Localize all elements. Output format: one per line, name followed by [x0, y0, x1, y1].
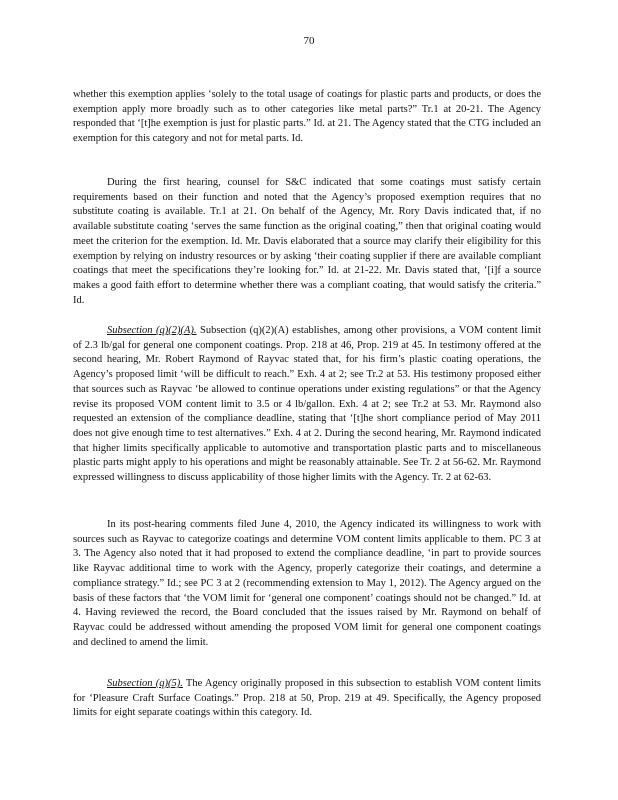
- subsection-heading: Subsection (q)(5).: [107, 678, 183, 689]
- paragraph-text: [73, 677, 541, 721]
- paragraph-subsection-q2a: [73, 324, 541, 486]
- paragraph-text: During the first hearing, counsel for S&C indicated that some coatings must satisfy certain requirements based on their function and noted that the Agency’s proposed exemption requires that no substitute coating is available. Tr.1 at 21. On behalf of the Agency, Mr. Rory Davis indicated that, if no available substitute coating ‘serves the same function as the original coating,” then that original coating would meet the criterion for the exemption. Id. Mr. Davis elaborated that a source may clarify their eligibility for this exemption by relying on industry resources or by asking ‘their coating supplier if there are available compliant coatings that meet the specifications they’re looking for.” Id. at 21-22. Mr. Davis stated that, ‘[i]f a source makes a good faith effort to determine whether there was a compliant coating, that would satisfy the criteria.” Id.: [73, 177, 541, 306]
- paragraph-exemption-scope: [73, 88, 541, 147]
- paragraph-first-hearing: [73, 176, 541, 308]
- subsection-heading: Subsection (q)(2)(A).: [107, 325, 197, 336]
- paragraph-text: whether this exemption applies ‘solely to the total usage of coatings for plastic parts and products, or does the exemption apply more broadly such as to other categories like metal parts?” Tr.1 at 20-21. The Agency responded that ‘[t]he exemption is just for plastic parts.” Id. at 21. The Agency stated that the CTG included an exemption for this category and not for metal parts. Id.: [73, 89, 541, 145]
- page-number: 70: [303, 35, 315, 47]
- paragraph-text: [73, 324, 541, 486]
- paragraph-subsection-q5: [73, 677, 541, 721]
- paragraph-post-hearing: [73, 518, 541, 650]
- paragraph-text: In its post-hearing comments filed June 4, 2010, the Agency indicated its willingness to work with sources such as Rayvac to categorize coatings and determine VOM content limits applicable to them. PC 3 at 3. The Agency also noted that it had proposed to extend the compliance deadline, ‘in part to provide sources like Rayvac additional time to work with the Agency, properly categorize their coatings, and determine a compliance strategy.” Id.; see PC 3 at 2 (recommending extension to May 1, 2012). The Agency argued on the basis of these factors that ‘the VOM limit for ‘general one component’ coatings should not be changed.” Id. at 4. Having reviewed the record, the Board concluded that the issues raised by Mr. Raymond on behalf of Rayvac could be addressed without amending the proposed VOM limit for general one component coatings and declined to amend the limit.: [73, 519, 541, 648]
- subsection-body: The Agency originally proposed in this subsection to establish VOM content limits for ‘Pleasure Craft Surface Coatings.” Prop. 218 at 50, Prop. 219 at 49. Specifically, the Agency proposed limits for eight separate coatings within this category. Id.: [73, 678, 542, 719]
- subsection-body: Subsection (q)(2)(A) establishes, among other provisions, a VOM content limit of 2.3 lb/gal for general one component coatings. Prop. 218 at 46, Prop. 219 at 45. In testimony offered at the second hearing, Mr. Robert Raymond of Rayvac stated that, for his firm’s plastic coating operations, the Agency’s proposed limit ‘will be difficult to reach.” Exh. 4 at 2; see Tr.2 at 53. His testimony proposed either that sources such as Rayvac ‘be allowed to continue operations under existing regulations” or that the Agency revise its proposed VOM content limit to 3.5 or 4 lb/gallon. Exh. 4 at 2; see Tr.2 at 53. Mr. Raymond also requested an extension of the compliance deadline, stating that ‘[t]he short compliance period of May 2011 does not give enough time to test alternatives.” Exh. 4 at 2. During the second hearing, Mr. Raymond indicated that higher limits specifically applicable to automotive and transportation plastic parts and to miscellaneous plastic parts might apply to his operations and might be reasonably attainable. See Tr. 2 at 56-62. Mr. Raymond expressed willingness to discuss applicability of those higher limits with the Agency. Tr. 2 at 62-63.: [73, 325, 541, 484]
